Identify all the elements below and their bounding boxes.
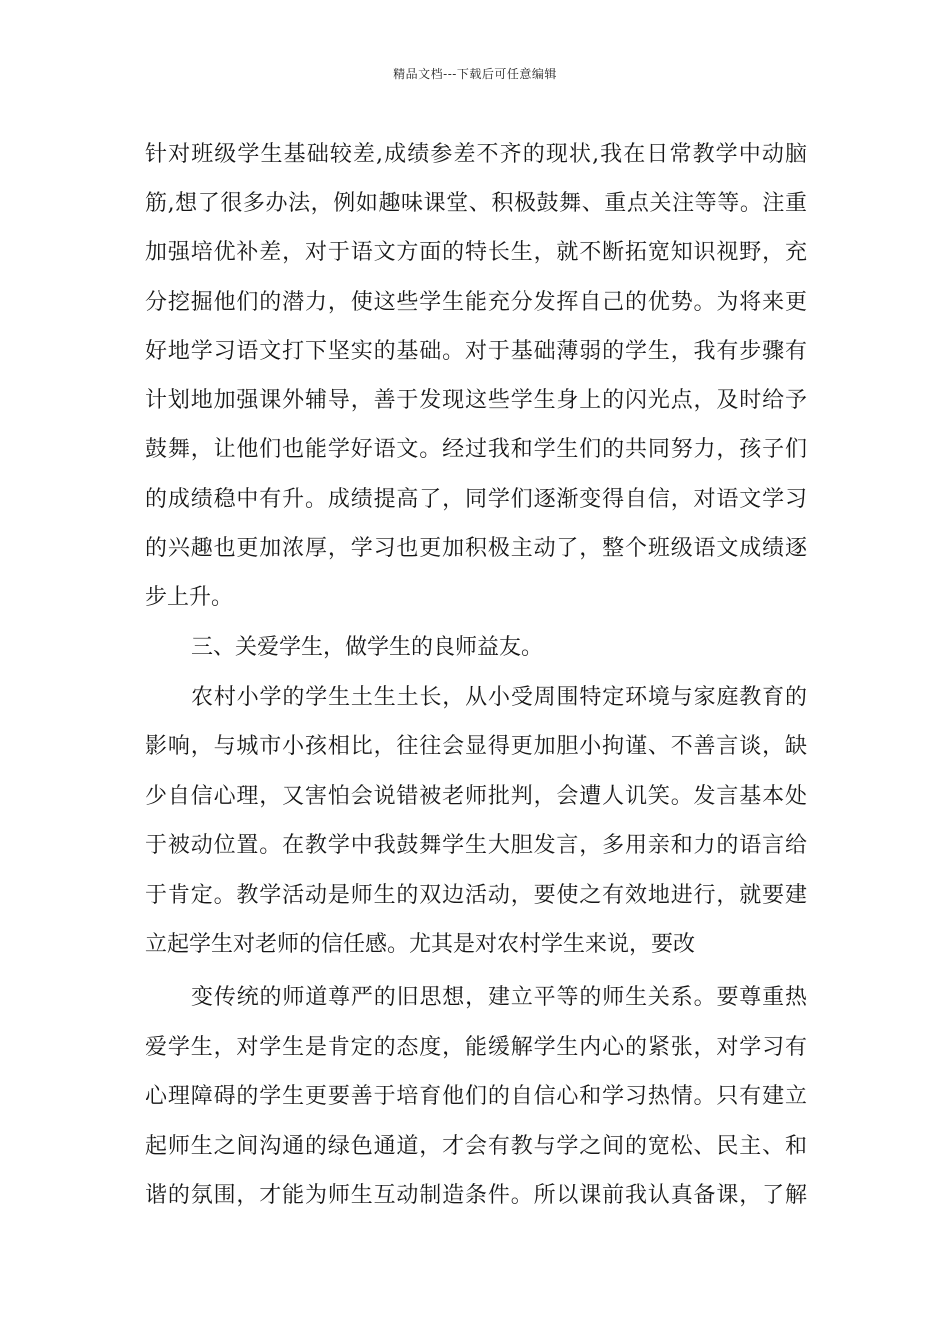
body-line: 筋,想了很多办法，例如趣味课堂、积极鼓舞、重点关注等等。注重 xyxy=(145,191,807,216)
page-header: 精品文档---下载后可任意编辑 xyxy=(393,67,557,81)
body-line: 分挖掘他们的潜力，使这些学生能充分发挥自己的优势。为将来更 xyxy=(145,290,807,315)
body-line: 加强培优补差，对于语文方面的特长生，就不断拓宽知识视野，充 xyxy=(145,240,807,265)
body-line: 影响，与城市小孩相比，往往会显得更加胆小拘谨、不善言谈，缺 xyxy=(145,734,807,759)
body-line: 针对班级学生基础较差,成绩参差不齐的现状,我在日常教学中动脑 xyxy=(145,142,807,167)
body-line: 的成绩稳中有升。成绩提高了，同学们逐渐变得自信，对语文学习 xyxy=(145,487,807,512)
body-line: 计划地加强课外辅导，善于发现这些学生身上的闪光点，及时给予 xyxy=(145,388,807,413)
body-line: 农村小学的学生土生土长，从小受周围特定环境与家庭教育的 xyxy=(191,685,807,710)
body-line: 起师生之间沟通的绿色通道，才会有教与学之间的宽松、民主、和 xyxy=(145,1134,807,1159)
body-line: 鼓舞，让他们也能学好语文。经过我和学生们的共同努力，孩子们 xyxy=(145,437,807,462)
body-line: 的兴趣也更加浓厚，学习也更加积极主动了，整个班级语文成绩逐 xyxy=(145,536,807,561)
body-line: 于被动位置。在教学中我鼓舞学生大胆发言，多用亲和力的语言给 xyxy=(145,833,807,858)
body-line: 好地学习语文打下坚实的基础。对于基础薄弱的学生，我有步骤有 xyxy=(145,339,807,364)
body-line: 谐的氛围，才能为师生互动制造条件。所以课前我认真备课，了解 xyxy=(145,1183,807,1208)
body-line: 步上升。 xyxy=(145,585,234,610)
section-heading: 三、关爱学生，做学生的良师益友。 xyxy=(191,635,544,660)
body-line: 变传统的师道尊严的旧思想，建立平等的师生关系。要尊重热 xyxy=(191,985,807,1010)
body-line: 心理障碍的学生更要善于培育他们的自信心和学习热情。只有建立 xyxy=(145,1084,807,1109)
body-line: 少自信心理，又害怕会说错被老师批判，会遭人讥笑。发言基本处 xyxy=(145,784,807,809)
body-line: 爱学生，对学生是肯定的态度，能缓解学生内心的紧张，对学习有 xyxy=(145,1035,807,1060)
body-line: 立起学生对老师的信任感。尤其是对农村学生来说，要改 xyxy=(145,932,696,957)
body-line: 于肯定。教学活动是师生的双边活动，要使之有效地进行，就要建 xyxy=(145,883,807,908)
